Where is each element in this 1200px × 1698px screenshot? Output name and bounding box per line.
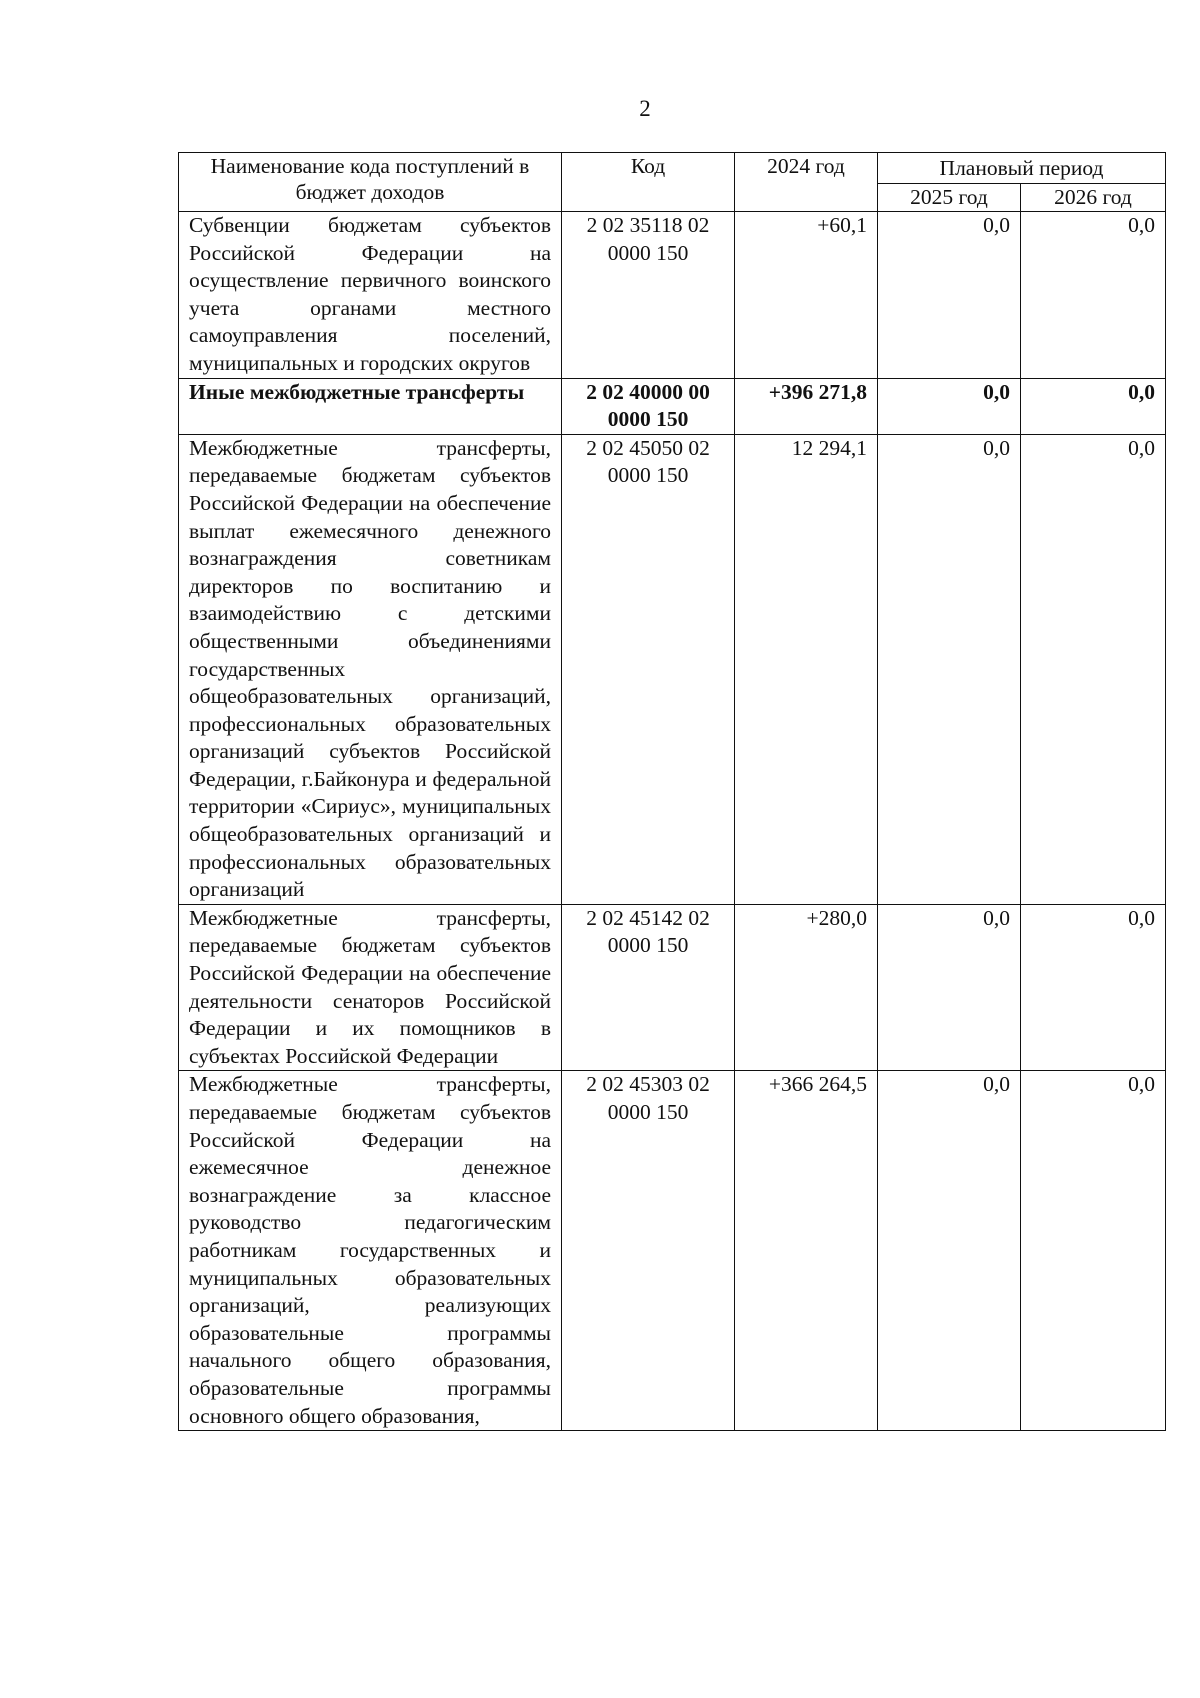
row-2025: 0,0 xyxy=(878,212,1021,379)
row-name: Межбюджетные трансферты, передаваемые бюджетам субъектов Российской Федерации на обеспечение деятельности сенаторов Российской Федерации и их помощников в субъектах Российской Федерации xyxy=(179,904,562,1071)
row-2024: +396 271,8 xyxy=(735,378,878,434)
row-2024: 12 294,1 xyxy=(735,434,878,904)
row-2024: +60,1 xyxy=(735,212,878,379)
table-row xyxy=(179,1071,1166,1431)
table-row xyxy=(179,904,1166,1071)
row-2026: 0,0 xyxy=(1021,378,1166,434)
row-2025: 0,0 xyxy=(878,434,1021,904)
header-name: Наименование кода поступлений в бюджет доходов xyxy=(179,153,562,212)
revenue-table xyxy=(178,152,1166,1431)
row-2025: 0,0 xyxy=(878,904,1021,1071)
header-row-1 xyxy=(179,153,1166,184)
row-2025: 0,0 xyxy=(878,378,1021,434)
row-2026: 0,0 xyxy=(1021,212,1166,379)
row-code: 2 02 45050 02 0000 150 xyxy=(562,434,735,904)
row-name: Межбюджетные трансферты, передаваемые бюджетам субъектов Российской Федерации на ежемесячное денежное вознаграждение за классное руководство педагогическим работникам государственных и муниципальных образовательных организаций, реализующих образовательные программы начального общего образования, образовательные программы основного общего образования, xyxy=(179,1071,562,1431)
row-code: 2 02 40000 00 0000 150 xyxy=(562,378,735,434)
header-2024: 2024 год xyxy=(735,153,878,212)
row-name: Межбюджетные трансферты, передаваемые бюджетам субъектов Российской Федерации на обеспечение выплат ежемесячного денежного вознаграждения советникам директоров по воспитанию и взаимодействию с детскими общественными объединениями государственных общеобразовательных организаций, профессиональных образовательных организаций субъектов Российской Федерации, г.Байконура и федеральной территории «Сириус», муниципальных общеобразовательных организаций и профессиональных образовательных организаций xyxy=(179,434,562,904)
header-planned-period: Плановый период xyxy=(878,153,1166,184)
page-number: 2 xyxy=(639,96,651,121)
header-2025: 2025 год xyxy=(878,184,1021,212)
row-code: 2 02 35118 02 0000 150 xyxy=(562,212,735,379)
row-code: 2 02 45303 02 0000 150 xyxy=(562,1071,735,1431)
row-2025: 0,0 xyxy=(878,1071,1021,1431)
row-2026: 0,0 xyxy=(1021,434,1166,904)
table-row xyxy=(179,434,1166,904)
row-2026: 0,0 xyxy=(1021,1071,1166,1431)
row-2026: 0,0 xyxy=(1021,904,1166,1071)
row-2024: +366 264,5 xyxy=(735,1071,878,1431)
header-code: Код xyxy=(562,153,735,212)
table-row-bold xyxy=(179,378,1166,434)
row-code: 2 02 45142 02 0000 150 xyxy=(562,904,735,1071)
row-2024: +280,0 xyxy=(735,904,878,1071)
header-2026: 2026 год xyxy=(1021,184,1166,212)
row-name: Субвенции бюджетам субъектов Российской Федерации на осуществление первичного воинского учета органами местного самоуправления поселений, муниципальных и городских округов xyxy=(179,212,562,379)
row-name: Иные межбюджетные трансферты xyxy=(179,378,562,434)
table-row xyxy=(179,212,1166,379)
